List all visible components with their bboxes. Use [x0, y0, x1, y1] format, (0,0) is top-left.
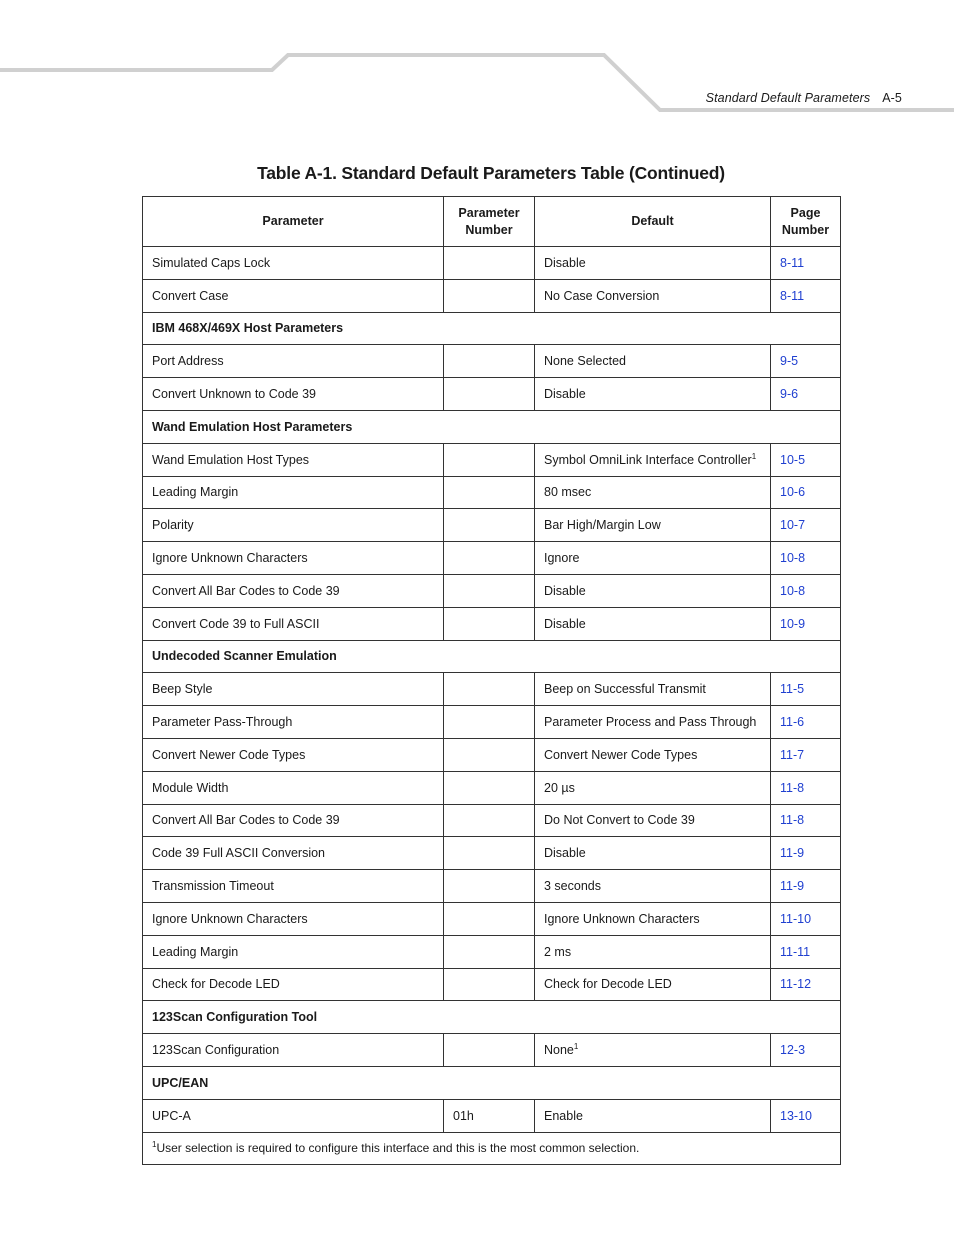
parameter-cell-text: UPC-A [152, 1108, 191, 1123]
default-cell [535, 935, 771, 968]
page-number-cell [771, 607, 841, 640]
column-header-parameter: Parameter [143, 197, 444, 247]
parameter-cell [143, 968, 444, 1001]
parameters-table [142, 196, 841, 1165]
table-row [143, 771, 841, 804]
column-header-page-number: Page Number [771, 197, 841, 247]
parameter-cell [143, 771, 444, 804]
parameter-number-cell [444, 771, 535, 804]
page-number-cell [771, 738, 841, 771]
table-title: Table A-1. Standard Default Parameters Table (Continued) [257, 163, 725, 183]
parameter-cell [143, 935, 444, 968]
parameter-cell [143, 673, 444, 706]
footnote-marker: 1 [751, 451, 757, 461]
default-cell-text: 3 seconds [544, 879, 601, 894]
parameter-number-cell [444, 345, 535, 378]
parameter-cell [143, 738, 444, 771]
parameter-cell-text: 123Scan Configuration [152, 1043, 280, 1058]
parameter-number-cell [444, 378, 535, 411]
parameter-cell [143, 509, 444, 542]
parameter-cell [143, 279, 444, 312]
default-cell-text: Disable [544, 846, 586, 861]
parameter-cell-text: Convert Newer Code Types [152, 747, 306, 762]
default-cell-text: Disable [544, 583, 586, 598]
parameter-cell [143, 837, 444, 870]
parameter-number-cell [444, 279, 535, 312]
page-link[interactable]: 11-9 [780, 879, 805, 894]
default-cell [535, 804, 771, 837]
section-heading: Wand Emulation Host Parameters [143, 410, 841, 443]
default-cell-text: Check for Decode LED [544, 977, 672, 992]
default-cell [535, 607, 771, 640]
page-number-cell [771, 542, 841, 575]
page-number-cell [771, 509, 841, 542]
default-cell-text: Ignore [544, 551, 580, 566]
table-row [143, 607, 841, 640]
parameter-cell [143, 345, 444, 378]
page-link[interactable]: 10-8 [780, 551, 806, 566]
default-cell-text: None [544, 1043, 574, 1058]
table-row [143, 706, 841, 739]
parameter-cell-text: Convert All Bar Codes to Code 39 [152, 813, 340, 828]
table-row [143, 476, 841, 509]
default-cell-text: 2 ms [544, 944, 572, 959]
page-number: A-5 [882, 91, 902, 105]
default-cell-text: Disable [544, 616, 586, 631]
table-row [143, 902, 841, 935]
page-number-cell [771, 279, 841, 312]
parameter-cell [143, 378, 444, 411]
parameter-number-cell [444, 1099, 535, 1132]
parameter-cell [143, 476, 444, 509]
column-header-default: Default [535, 197, 771, 247]
section-heading: UPC/EAN [143, 1066, 841, 1099]
page-link[interactable]: 11-5 [780, 682, 805, 697]
default-cell-text: Do Not Convert to Code 39 [544, 813, 695, 828]
parameter-number-cell [444, 574, 535, 607]
parameter-number-cell [444, 542, 535, 575]
table-row [143, 378, 841, 411]
page-number-cell [771, 345, 841, 378]
default-cell [535, 378, 771, 411]
page-link[interactable]: 11-8 [780, 780, 805, 795]
table-row [143, 443, 841, 476]
parameter-cell-text: Port Address [152, 354, 224, 369]
table-row [143, 673, 841, 706]
default-cell [535, 443, 771, 476]
default-cell [535, 345, 771, 378]
table-header-row [143, 197, 841, 247]
table-row [143, 837, 841, 870]
default-cell [535, 1034, 771, 1067]
parameter-number-cell [444, 902, 535, 935]
page-link[interactable]: 10-8 [780, 583, 806, 598]
default-cell [535, 542, 771, 575]
column-header-parameter-number: Parameter Number [444, 197, 535, 247]
default-cell-text: 80 msec [544, 485, 592, 500]
table-body [143, 247, 841, 1165]
parameter-cell [143, 1034, 444, 1067]
parameter-cell-text: Parameter Pass-Through [152, 715, 293, 730]
section-row [143, 312, 841, 345]
default-cell [535, 870, 771, 903]
page-number-cell [771, 870, 841, 903]
parameter-cell [143, 607, 444, 640]
page-number-cell [771, 837, 841, 870]
default-cell [535, 706, 771, 739]
running-header [706, 91, 902, 105]
parameter-number-cell [444, 673, 535, 706]
parameter-number-cell [444, 476, 535, 509]
page-link[interactable]: 9-5 [780, 354, 799, 369]
page-number-cell [771, 968, 841, 1001]
parameter-cell-text: Wand Emulation Host Types [152, 452, 310, 467]
running-header-title: Standard Default Parameters [705, 91, 871, 105]
parameter-number-cell [444, 247, 535, 280]
page-link[interactable]: 8-11 [780, 288, 805, 303]
parameter-cell-text: Transmission Timeout [152, 879, 274, 894]
default-cell [535, 771, 771, 804]
table-row [143, 279, 841, 312]
parameter-number-cell [444, 1034, 535, 1067]
section-row [143, 640, 841, 673]
footnote-marker: 1 [573, 1041, 579, 1051]
page-link[interactable]: 12-3 [780, 1043, 806, 1058]
section-row [143, 1066, 841, 1099]
parameter-cell-text: Convert Unknown to Code 39 [152, 387, 316, 402]
page-link[interactable]: 10-9 [780, 616, 806, 631]
parameter-cell-text: Leading Margin [152, 485, 239, 500]
parameter-cell [143, 870, 444, 903]
table-row [143, 542, 841, 575]
section-heading: Undecoded Scanner Emulation [143, 640, 841, 673]
table-row [143, 345, 841, 378]
parameter-cell-text: Check for Decode LED [152, 977, 280, 992]
default-cell-text: No Case Conversion [544, 288, 660, 303]
footnote [143, 1132, 841, 1165]
page-link[interactable]: 11-12 [780, 977, 812, 992]
parameter-number-cell [444, 935, 535, 968]
table-row [143, 968, 841, 1001]
parameter-number-cell [444, 804, 535, 837]
page-number-cell [771, 476, 841, 509]
page-link[interactable]: 11-6 [780, 715, 805, 730]
default-cell-text: Disable [544, 255, 586, 270]
parameter-number-cell-text: 01h [453, 1108, 474, 1123]
parameter-cell [143, 1099, 444, 1132]
default-cell-text: Bar High/Margin Low [544, 518, 661, 533]
page-link[interactable]: 11-7 [780, 747, 805, 762]
table-row [143, 1099, 841, 1132]
default-cell [535, 1099, 771, 1132]
parameter-cell-text: Convert Code 39 to Full ASCII [152, 616, 320, 631]
page-link[interactable]: 10-5 [780, 452, 806, 467]
table-row [143, 247, 841, 280]
page-link[interactable]: 9-6 [780, 387, 799, 402]
default-cell-text: Disable [544, 387, 586, 402]
parameter-cell-text: Leading Margin [152, 944, 239, 959]
default-cell [535, 968, 771, 1001]
page-number-cell [771, 902, 841, 935]
parameter-cell-text: Convert Case [152, 288, 229, 303]
parameter-cell-text: Beep Style [152, 682, 213, 697]
page-number-cell [771, 1034, 841, 1067]
table-row [143, 1034, 841, 1067]
parameter-cell-text: Simulated Caps Lock [152, 255, 271, 270]
parameter-cell-text: Ignore Unknown Characters [152, 911, 308, 926]
parameter-number-cell [444, 968, 535, 1001]
parameter-number-cell [444, 870, 535, 903]
page-number-cell [771, 1099, 841, 1132]
page-link[interactable]: 11-9 [780, 846, 805, 861]
parameter-number-cell [444, 837, 535, 870]
page-link[interactable]: 11-11 [780, 944, 811, 959]
page-number-cell [771, 935, 841, 968]
parameter-cell-text: Code 39 Full ASCII Conversion [152, 846, 326, 861]
default-cell [535, 902, 771, 935]
parameter-cell [143, 902, 444, 935]
page-number-cell [771, 771, 841, 804]
section-row [143, 410, 841, 443]
parameter-number-cell [444, 443, 535, 476]
table-row [143, 870, 841, 903]
default-cell [535, 247, 771, 280]
page-number-cell [771, 443, 841, 476]
page-link[interactable]: 11-10 [780, 911, 812, 926]
table-row [143, 738, 841, 771]
page-number-cell [771, 247, 841, 280]
default-cell-text: Convert Newer Code Types [544, 747, 698, 762]
section-heading: 123Scan Configuration Tool [143, 1001, 841, 1034]
parameter-cell-text: Ignore Unknown Characters [152, 551, 308, 566]
parameter-number-cell [444, 509, 535, 542]
default-cell [535, 837, 771, 870]
section-heading: IBM 468X/469X Host Parameters [143, 312, 841, 345]
page-number-cell [771, 574, 841, 607]
table-row [143, 935, 841, 968]
parameter-number-cell [444, 706, 535, 739]
default-cell-text: None Selected [544, 354, 627, 369]
default-cell-text: Parameter Process and Pass Through [544, 715, 757, 730]
parameter-cell [143, 706, 444, 739]
table-row [143, 509, 841, 542]
default-cell-text: Enable [544, 1108, 583, 1123]
parameter-cell-text: Convert All Bar Codes to Code 39 [152, 583, 340, 598]
footnote-marker: 1 [152, 1140, 157, 1150]
page-number-cell [771, 673, 841, 706]
parameter-cell [143, 443, 444, 476]
section-row [143, 1001, 841, 1034]
default-cell [535, 738, 771, 771]
parameter-cell-text: Module Width [152, 780, 229, 795]
footnote-row [143, 1132, 841, 1165]
default-cell [535, 279, 771, 312]
default-cell [535, 673, 771, 706]
parameter-cell [143, 804, 444, 837]
table-row [143, 804, 841, 837]
page-link[interactable]: 10-7 [780, 518, 806, 533]
default-cell-text: Beep on Successful Transmit [544, 682, 706, 697]
parameter-cell [143, 574, 444, 607]
parameter-cell-text: Polarity [152, 518, 194, 533]
parameter-number-cell [444, 607, 535, 640]
default-cell [535, 476, 771, 509]
page-number-cell [771, 804, 841, 837]
footnote-text: User selection is required to configure this interface and this is the most common selection. [156, 1141, 640, 1156]
default-cell [535, 574, 771, 607]
parameter-number-cell [444, 738, 535, 771]
table-row [143, 574, 841, 607]
default-cell-text: Symbol OmniLink Interface Controller [544, 452, 752, 467]
page-link[interactable]: 10-6 [780, 485, 806, 500]
parameter-cell [143, 542, 444, 575]
page-number-cell [771, 378, 841, 411]
page-link[interactable]: 11-8 [780, 813, 805, 828]
default-cell [535, 509, 771, 542]
page-link[interactable]: 8-11 [780, 255, 805, 270]
default-cell-text: Ignore Unknown Characters [544, 911, 700, 926]
parameter-cell [143, 247, 444, 280]
page-link[interactable]: 13-10 [780, 1108, 812, 1123]
page-number-cell [771, 706, 841, 739]
default-cell-text: 20 µs [544, 780, 575, 795]
